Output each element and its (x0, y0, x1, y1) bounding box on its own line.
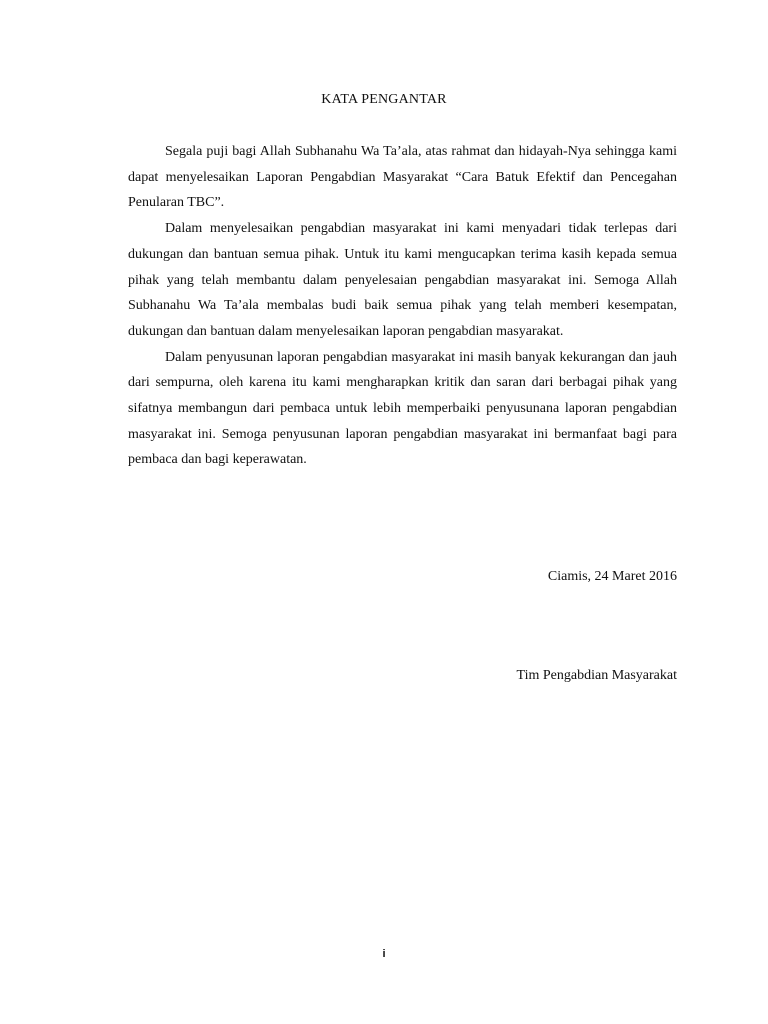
page-title: KATA PENGANTAR (321, 92, 447, 107)
signature-name: Tim Pengabdian Masyarakat (516, 668, 677, 683)
body-text (128, 139, 677, 473)
paragraph-3: Dalam penyusunan laporan pengabdian masyarakat ini masih banyak kekurangan dan jauh dari sempurna, oleh karena itu kami mengharapkan kritik dan saran dari berbagai pihak yang sifatnya membangun dari pembaca untuk lebih memperbaiki penyusunana laporan pengabdian masyarakat ini. Semoga penyusunan laporan pengabdian masyarakat ini bermanfaat bagi para pembaca dan bagi keperawatan. (128, 349, 677, 468)
page-number: i (382, 948, 386, 960)
paragraph-2: Dalam menyelesaikan pengabdian masyarakat ini kami menyadari tidak terlepas dari dukungan dan bantuan semua pihak. Untuk itu kami mengucapkan terima kasih kepada semua pihak yang telah membantu dalam penyelesaian pengabdian masyarakat ini. Semoga Allah Subhanahu Wa Ta’ala membalas budi baik semua pihak yang telah memberi kesempatan, dukungan dan bantuan dalam menyelesaikan laporan pengabdian masyarakat. (128, 221, 677, 339)
place-date: Ciamis, 24 Maret 2016 (547, 569, 677, 584)
paragraph-1: Segala puji bagi Allah Subhanahu Wa Ta’ala, atas rahmat dan hidayah-Nya sehingga kami dapat menyelesaikan Laporan Pengabdian Masyarakat “Cara Batuk Efektif dan Pencegahan Penularan TBC”. (128, 144, 677, 211)
